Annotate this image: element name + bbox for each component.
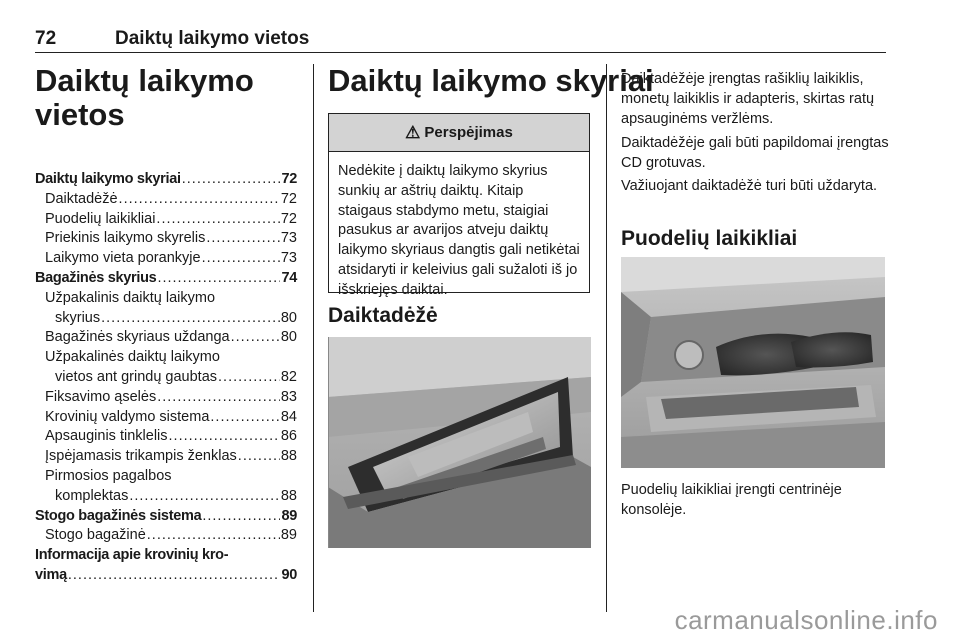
chapter-title: Daiktų laikymo vietos <box>35 63 254 132</box>
toc-item-glovebox[interactable]: Daiktadėžė ..... 72 <box>35 190 297 210</box>
table-of-contents <box>35 170 297 586</box>
warning-title: Perspėjimas <box>424 124 513 141</box>
toc-item-first-aid-line1[interactable]: Pirmosios pagalbos <box>45 467 172 484</box>
toc-item-safety-net[interactable]: Apsauginis tinklelis ..... 86 <box>35 427 297 447</box>
toc-section-storage-compartments[interactable]: Daiktų laikymo skyriai ..... 72 <box>35 170 297 190</box>
toc-item-warning-triangle[interactable]: Įspėjamasis trikampis ženklas ..... 88 <box>35 447 297 467</box>
warning-header <box>329 114 589 152</box>
glovebox-photo <box>328 337 591 548</box>
cupholders-caption: Puodelių laikikliai įrengti centrinėje konsolėje. <box>621 482 842 518</box>
warning-triangle-icon: ⚠ <box>405 122 421 142</box>
glovebox-paragraph-2: Daiktadėžėje gali būti papildomai įrengtas CD grotuvas. <box>621 135 889 171</box>
column-divider-left <box>313 64 314 612</box>
header-rule <box>35 52 886 53</box>
toc-section-loading-info[interactable]: vimą ..... 90 <box>35 566 297 586</box>
toc-section-roof-rack[interactable]: Stogo bagažinės sistema ..... 89 <box>35 507 297 527</box>
toc-item-rear-storage[interactable]: skyrius ..... 80 <box>35 309 297 329</box>
toc-item-roof-rack[interactable]: Stogo bagažinė ..... 89 <box>35 526 297 546</box>
glovebox-paragraph-1: Daiktadėžėje įrengtas rašiklių laikiklis, monetų laikiklis ir adapteris, skirtas ratų apsauginėms veržlėms. <box>621 71 875 127</box>
toc-item-load-cover[interactable]: Bagažinės skyriaus uždanga ..... 80 <box>35 328 297 348</box>
cupholders-heading: Puodelių laikikliai <box>621 227 798 250</box>
watermark: carmanualsonline.info <box>674 605 938 635</box>
toc-item-lashing-eyes[interactable]: Fiksavimo ąselės ..... 83 <box>35 388 297 408</box>
section-title: Daiktų laikymo skyriai <box>328 63 654 98</box>
toc-item-floor-cover-line1[interactable]: Užpakalinės daiktų laikymo <box>45 349 220 366</box>
warning-text: Nedėkite į daiktų laikymo skyrius sunkių ar aštrių daiktų. Kitaip staigaus stabdymo metu, staigiai pasukus ar avarijos atveju daiktų laikymo skyriaus dangtis gali netikėtai atsidaryti ir keleivius gali sužaloti iš jo išskriejęs daiktai. <box>338 163 580 298</box>
toc-item-first-aid[interactable]: komplektas ..... 88 <box>35 487 297 507</box>
toc-section-loading-info-line1[interactable]: Informacija apie krovinių kro- <box>35 547 229 564</box>
cupholders-photo <box>621 257 885 468</box>
toc-item-cupholders[interactable]: Puodelių laikikliai ..... 72 <box>35 210 297 230</box>
toc-item-load-management[interactable]: Krovinių valdymo sistema ..... 84 <box>35 408 297 428</box>
toc-item-front-storage[interactable]: Priekinis laikymo skyrelis ..... 73 <box>35 229 297 249</box>
toc-item-rear-storage-line1[interactable]: Užpakalinis daiktų laikymo <box>45 289 216 306</box>
running-header-title: Daiktų laikymo vietos <box>115 28 310 49</box>
column-divider-right <box>606 64 607 612</box>
page-number: 72 <box>35 28 57 49</box>
glovebox-paragraph-3: Važiuojant daiktadėžė turi būti uždaryta. <box>621 178 878 194</box>
toc-item-armrest-storage[interactable]: Laikymo vieta porankyje ..... 73 <box>35 249 297 269</box>
toc-section-load-compartment[interactable]: Bagažinės skyrius ..... 74 <box>35 269 297 289</box>
glovebox-heading: Daiktadėžė <box>328 304 438 327</box>
warning-box <box>328 113 590 298</box>
toc-item-floor-cover[interactable]: vietos ant grindų gaubtas ..... 82 <box>35 368 297 388</box>
